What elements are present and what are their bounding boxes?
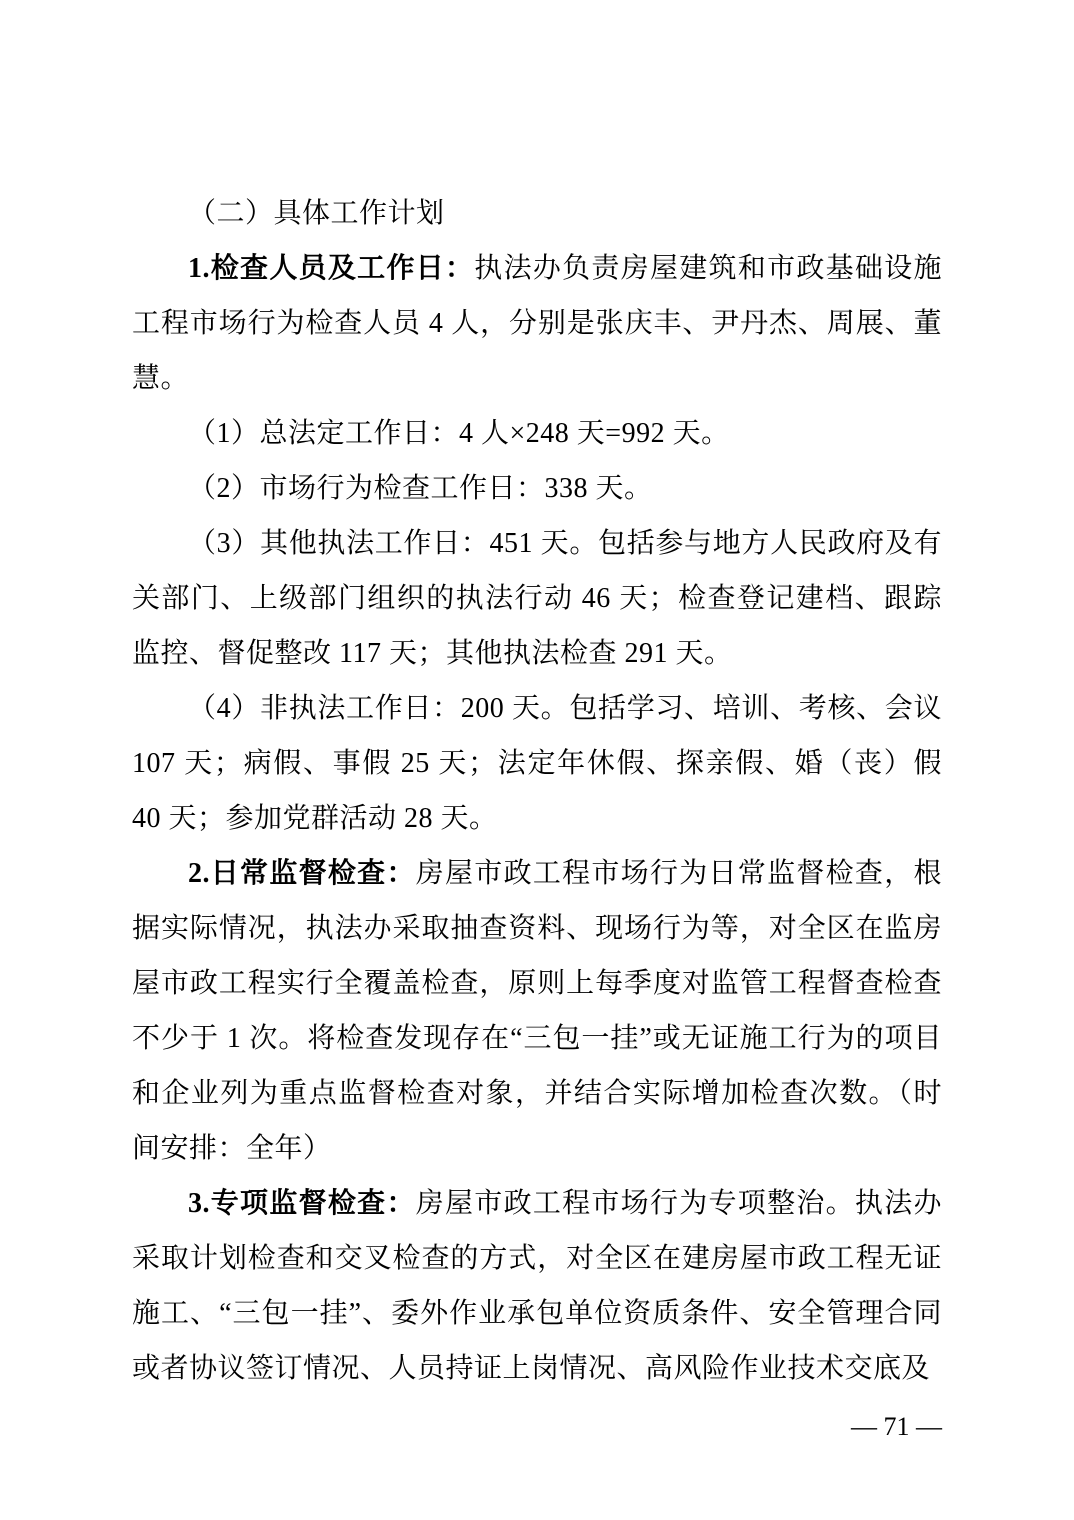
paragraph — [132, 406, 942, 461]
paragraph — [132, 241, 942, 406]
paragraph — [132, 681, 942, 846]
paragraph-text: 房屋市政工程市场行为日常监督检查，根据实际情况，执法办采取抽查资料、现场行为等，对全区在监房屋市政工程实行全覆盖检查，原则上每季度对监管工程督查检查不少于 1 次。将检查发现存在“三包一挂”或无证施工行为的项目和企业列为重点监督检查对象，并结合实际增加检查次数。（时间安排：全年） — [132, 858, 942, 1164]
paragraph-lead: 3.专项监督检查： — [188, 1188, 416, 1219]
paragraph — [132, 1176, 942, 1396]
paragraph — [132, 516, 942, 681]
paragraph — [132, 461, 942, 516]
paragraph-text: 执法办负责房屋建筑和市政基础设施工程市场行为检查人员 4 人，分别是张庆丰、尹丹杰、周展、董慧。 — [132, 253, 942, 394]
paragraph — [132, 846, 942, 1176]
page-footer — [851, 1412, 942, 1442]
paragraph-text: （1）总法定工作日：4 人×248 天=992 天。 — [188, 418, 730, 449]
paragraph-lead: 1.检查人员及工作日： — [188, 253, 475, 284]
document-body — [132, 186, 942, 1396]
paragraph-text: （2）市场行为检查工作日：338 天。 — [188, 473, 653, 504]
paragraph-text: （4）非执法工作日：200 天。包括学习、培训、考核、会议 107 天；病假、事假 25 天；法定年休假、探亲假、婚（丧）假 40 天；参加党群活动 28 天。 — [132, 693, 942, 834]
paragraph-text: 房屋市政工程市场行为专项整治。执法办采取计划检查和交叉检查的方式，对全区在建房屋市政工程无证施工、“三包一挂”、委外作业承包单位资质条件、安全管理合同或者协议签订情况、人员持证上岗情况、高风险作业技术交底及 — [132, 1188, 942, 1384]
section-heading: （二）具体工作计划 — [188, 198, 445, 229]
page-number: — 71 — — [851, 1412, 942, 1441]
paragraph-text: （3）其他执法工作日：451 天。包括参与地方人民政府及有关部门、上级部门组织的执法行动 46 天；检查登记建档、跟踪监控、督促整改 117 天；其他执法检查 291 天。 — [132, 528, 942, 669]
paragraph-lead: 2.日常监督检查： — [188, 858, 416, 889]
